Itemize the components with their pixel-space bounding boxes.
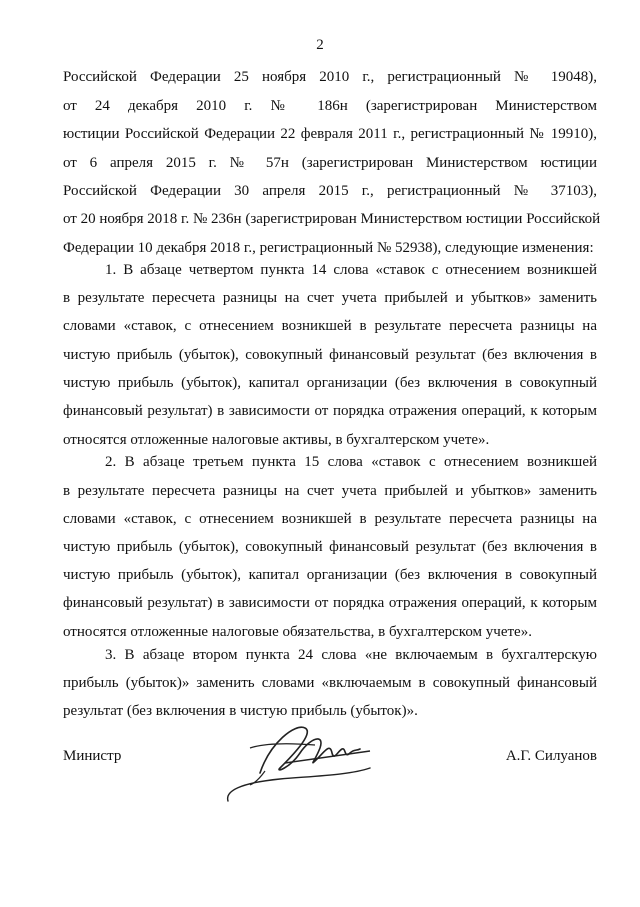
text-line: относятся отложенные налоговые активы, в бухгалтерском учете». <box>63 432 490 448</box>
text-line: от 24 декабря 2010 г. № 186н (зарегистрирован Министерством <box>63 98 597 114</box>
text-line: 2. В абзаце третьем пункта 15 слова «ставок с отнесением возникшей <box>105 454 597 470</box>
text-line: Российской Федерации 30 апреля 2015 г., регистрационный № 37103), <box>63 183 597 199</box>
text-line: 3. В абзаце втором пункта 24 слова «не включаемым в бухгалтерскую <box>105 647 597 663</box>
text-line: чистую прибыль (убыток), капитал организации (без включения в совокупный <box>63 375 597 391</box>
signature-block <box>0 748 640 838</box>
text-line: в результате пересчета разницы на счет учета прибылей и убытков» заменить <box>63 290 597 306</box>
text-line: Федерации 10 декабря 2018 г., регистрационный № 52938), следующие изменения: <box>63 240 594 256</box>
signer-name: А.Г. Силуанов <box>505 748 597 764</box>
text-line: финансовый результат) в зависимости от порядка отражения операций, к которым <box>63 595 597 611</box>
text-line: словами «ставок, с отнесением возникшей в результате пересчета разницы на <box>63 511 597 527</box>
text-line: чистую прибыль (убыток), совокупный финансовый результат (без включения в <box>63 347 597 363</box>
position-title: Министр <box>63 748 122 764</box>
text-line: прибыль (убыток)» заменить словами «включаемым в совокупный финансовый <box>63 675 597 691</box>
text-line: финансовый результат) в зависимости от порядка отражения операций, к которым <box>63 403 597 419</box>
text-line: 1. В абзаце четвертом пункта 14 слова «ставок с отнесением возникшей <box>105 262 597 278</box>
handwritten-signature <box>220 713 380 808</box>
text-line: чистую прибыль (убыток), совокупный финансовый результат (без включения в <box>63 539 597 555</box>
text-line: словами «ставок, с отнесением возникшей в результате пересчета разницы на <box>63 318 597 334</box>
page-number: 2 <box>316 37 324 53</box>
text-line: юстиции Российской Федерации 22 февраля 2011 г., регистрационный № 19910), <box>63 126 597 142</box>
text-line: в результате пересчета разницы на счет учета прибылей и убытков» заменить <box>63 483 597 499</box>
text-line: результат (без включения в чистую прибыль (убыток)». <box>63 703 418 719</box>
text-line: от 20 ноября 2018 г. № 236н (зарегистрирован Министерством юстиции Российской <box>63 211 601 227</box>
text-line: Российской Федерации 25 ноября 2010 г., регистрационный № 19048), <box>63 69 597 85</box>
text-line: чистую прибыль (убыток), капитал организации (без включения в совокупный <box>63 567 597 583</box>
text-line: от 6 апреля 2015 г. № 57н (зарегистрирован Министерством юстиции <box>63 155 597 171</box>
text-line: относятся отложенные налоговые обязательства, в бухгалтерском учете». <box>63 624 532 640</box>
